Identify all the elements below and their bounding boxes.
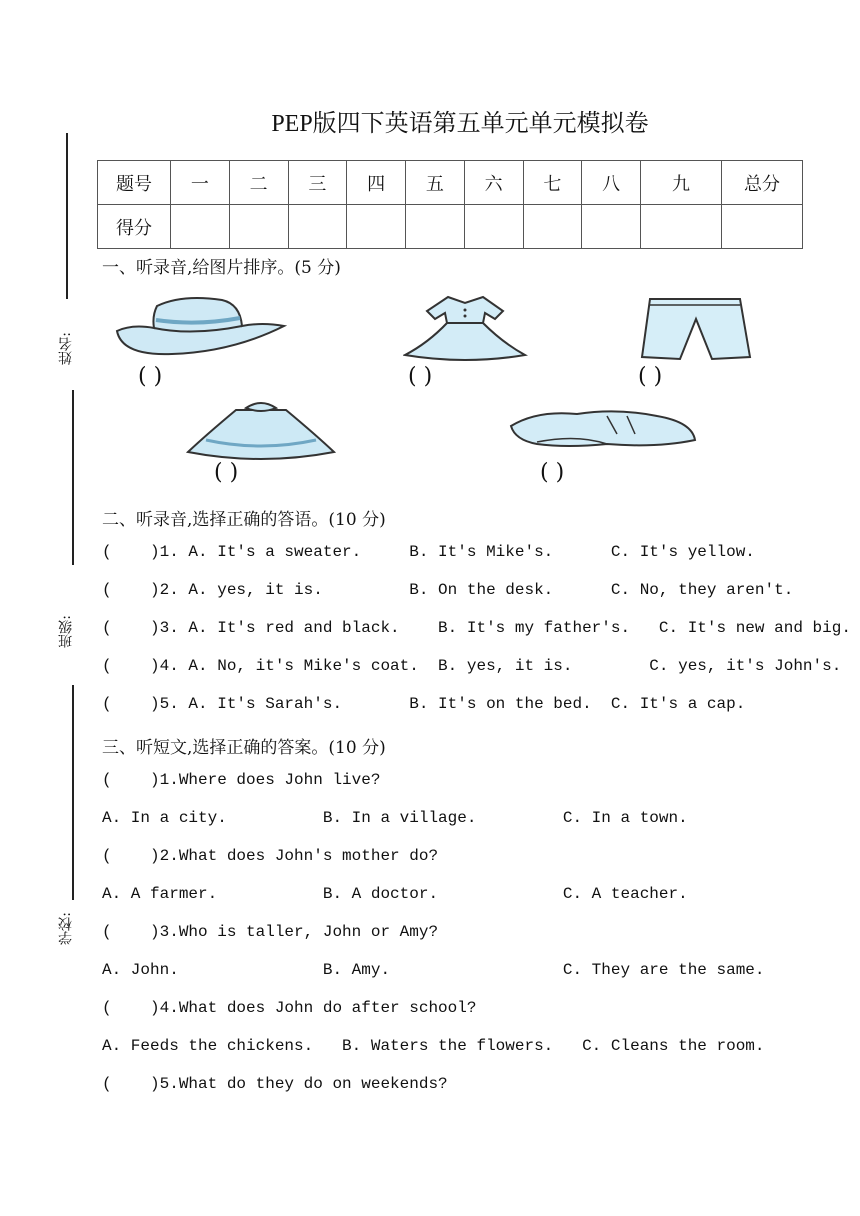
margin-line-top (66, 133, 68, 299)
school-label: 学校: (58, 912, 74, 945)
section2-heading: 二、听录音,选择正确的答语。(10 分) (102, 510, 386, 530)
margin-line-middle (72, 390, 74, 565)
list-item: A. A farmer. B. A doctor. C. A teacher. (102, 885, 688, 903)
list-item: ( )5.What do they do on weekends? (102, 1075, 448, 1093)
answer-paren[interactable]: ( ) (214, 460, 239, 485)
list-item: ( )4. A. No, it's Mike's coat. B. yes, it is. C. yes, it's John's. (102, 657, 842, 675)
page-title: PEP版四下英语第五单元单元模拟卷 (271, 111, 649, 137)
score-cell[interactable] (347, 205, 406, 249)
score-cell[interactable] (722, 205, 803, 249)
table-cell: 八 (582, 161, 641, 205)
table-cell: 六 (464, 161, 523, 205)
class-label: 班级: (58, 615, 74, 648)
list-item: ( )3.Who is taller, John or Amy? (102, 923, 439, 941)
section1-heading: 一、听录音,给图片排序。(5 分) (102, 258, 341, 278)
score-table-score-row (98, 205, 803, 249)
answer-paren[interactable]: ( ) (540, 460, 565, 485)
name-label: 姓名: (58, 332, 74, 365)
dress-icon (403, 293, 528, 361)
score-table-header-row (98, 161, 803, 205)
shorts-icon (640, 297, 752, 363)
score-cell[interactable] (464, 205, 523, 249)
score-table (97, 160, 803, 249)
list-item: A. Feeds the chickens. B. Waters the flowers. C. Cleans the room. (102, 1037, 765, 1055)
table-cell: 一 (171, 161, 230, 205)
score-cell[interactable] (171, 205, 230, 249)
list-item: ( )1.Where does John live? (102, 771, 381, 789)
table-cell: 二 (229, 161, 288, 205)
table-cell: 七 (523, 161, 582, 205)
score-cell[interactable] (641, 205, 722, 249)
hat-icon (112, 296, 287, 368)
table-cell: 四 (347, 161, 406, 205)
list-item: ( )2. A. yes, it is. B. On the desk. C. No, they aren't. (102, 581, 794, 599)
table-cell: 得分 (98, 205, 171, 249)
list-item: ( )5. A. It's Sarah's. B. It's on the bed. C. It's a cap. (102, 695, 746, 713)
score-cell[interactable] (523, 205, 582, 249)
table-cell: 五 (406, 161, 465, 205)
score-cell[interactable] (229, 205, 288, 249)
table-cell: 总分 (722, 161, 803, 205)
margin-line-lower (72, 685, 74, 900)
list-item: ( )1. A. It's a sweater. B. It's Mike's. C. It's yellow. (102, 543, 755, 561)
list-item: A. John. B. Amy. C. They are the same. (102, 961, 765, 979)
table-cell: 九 (641, 161, 722, 205)
list-item: A. In a city. B. In a village. C. In a town. (102, 809, 688, 827)
score-cell[interactable] (406, 205, 465, 249)
answer-paren[interactable]: ( ) (138, 364, 163, 389)
list-item: ( )2.What does John's mother do? (102, 847, 439, 865)
shoes-icon (507, 404, 699, 454)
score-cell[interactable] (288, 205, 347, 249)
skirt-icon (186, 400, 336, 464)
answer-paren[interactable]: ( ) (408, 364, 433, 389)
score-cell[interactable] (582, 205, 641, 249)
section3-heading: 三、听短文,选择正确的答案。(10 分) (102, 738, 386, 758)
answer-paren[interactable]: ( ) (638, 364, 663, 389)
list-item: ( )4.What does John do after school? (102, 999, 477, 1017)
table-cell: 三 (288, 161, 347, 205)
list-item: ( )3. A. It's red and black. B. It's my father's. C. It's new and big. (102, 619, 851, 637)
table-cell: 题号 (98, 161, 171, 205)
